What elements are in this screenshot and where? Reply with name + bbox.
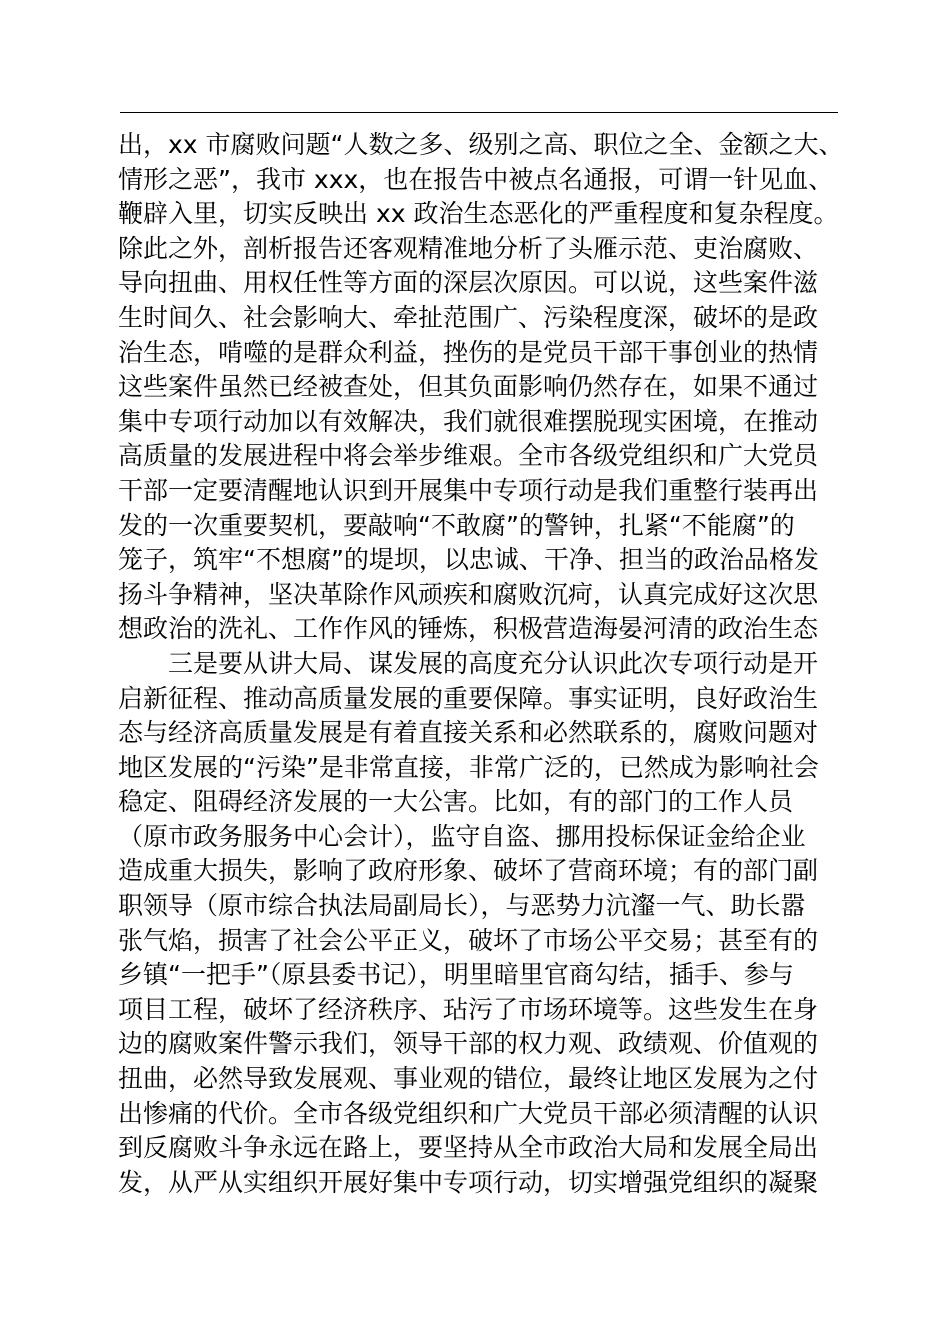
text-line: 职领导（原市综合执法局副局长），与恶势力沆瀣一气、助长嚣 <box>118 891 806 921</box>
header-rule <box>120 112 838 113</box>
text-line: 扭曲，必然导致发展观、事业观的错位，最终让地区发展为之付 <box>118 1064 819 1094</box>
text-line: 情形之恶”，我市 xxx，也在报告中被点名通报，可谓一针见血、 <box>118 164 834 194</box>
text-line: 项目工程，破坏了经济秩序、玷污了市场环境等。这些发生在身 <box>118 994 819 1024</box>
text-line: 鞭辟入里，切实反映出 xx 政治生态恶化的严重程度和复杂程度。 <box>118 199 839 229</box>
text-line: 到反腐败斗争永远在路上，要坚持从全市政治大局和发展全局出 <box>118 1133 819 1163</box>
text-line: 发，从严从实组织开展好集中专项行动，切实增强党组织的凝聚 <box>118 1167 819 1197</box>
text-line: 这些案件虽然已经被查处，但其负面影响仍然存在，如果不通过 <box>118 372 819 402</box>
text-line: 张气焰，损害了社会公平正义，破坏了市场公平交易；甚至有的 <box>118 925 819 955</box>
text-line: 稳定、阻碍经济发展的一大公害。比如，有的部门的工作人员 <box>118 787 794 817</box>
text-line: 扬斗争精神，坚决革除作风顽疾和腐败沉疴，认真完成好这次思 <box>118 579 819 609</box>
text-line: 乡镇“一把手”（原县委书记），明里暗里官商勾结，插手、参与 <box>118 960 794 990</box>
text-line: 出惨痛的代价。全市各级党组织和广大党员干部必须清醒的认识 <box>118 1098 819 1128</box>
text-line: 造成重大损失，影响了政府形象、破坏了营商环境；有的部门副 <box>118 856 819 886</box>
text-line: 想政治的洗礼、工作作风的锤炼，积极营造海晏河清的政治生态 <box>118 614 819 644</box>
text-line: 导向扭曲、用权任性等方面的深层次原因。可以说，这些案件滋 <box>118 268 819 298</box>
text-line: 集中专项行动加以有效解决，我们就很难摆脱现实困境，在推动 <box>118 406 819 436</box>
text-line: 启新征程、推动高质量发展的重要保障。事实证明，良好政治生 <box>118 683 819 713</box>
text-line: 发的一次重要契机，要敲响“不敢腐”的警钟，扎紧“不能腐”的 <box>118 510 795 540</box>
body-text <box>118 128 848 1200</box>
text-line: 态与经济高质量发展是有着直接关系和必然联系的，腐败问题对 <box>118 718 819 748</box>
text-line: 出，xx 市腐败问题“人数之多、级别之高、职位之全、金额之大、 <box>118 130 844 159</box>
text-line: 除此之外，剖析报告还客观精准地分析了头雁示范、吏治腐败、 <box>118 233 819 263</box>
text-line: 干部一定要清醒地认识到开展集中专项行动是我们重整行装再出 <box>118 475 819 505</box>
text-line: （原市政务服务中心会计），监守自盗、挪用投标保证金给企业 <box>118 821 806 851</box>
text-line: 治生态，啃噬的是群众利益，挫伤的是党员干部干事创业的热情 <box>118 337 819 367</box>
text-line: 地区发展的“污染”是非常直接，非常广泛的，已然成为影响社会 <box>118 752 819 782</box>
text-line: 生时间久、社会影响大、牵扯范围广、污染程度深，破坏的是政 <box>118 302 819 332</box>
paragraph-start-line: 三是要从讲大局、谋发展的高度充分认识此次专项行动是开 <box>168 648 819 678</box>
text-line: 高质量的发展进程中将会举步维艰。全市各级党组织和广大党员 <box>118 441 819 471</box>
text-line: 笼子，筑牢“不想腐”的堤坝，以忠诚、干净、担当的政治品格发 <box>118 545 819 575</box>
text-line: 边的腐败案件警示我们，领导干部的权力观、政绩观、价值观的 <box>118 1029 819 1059</box>
